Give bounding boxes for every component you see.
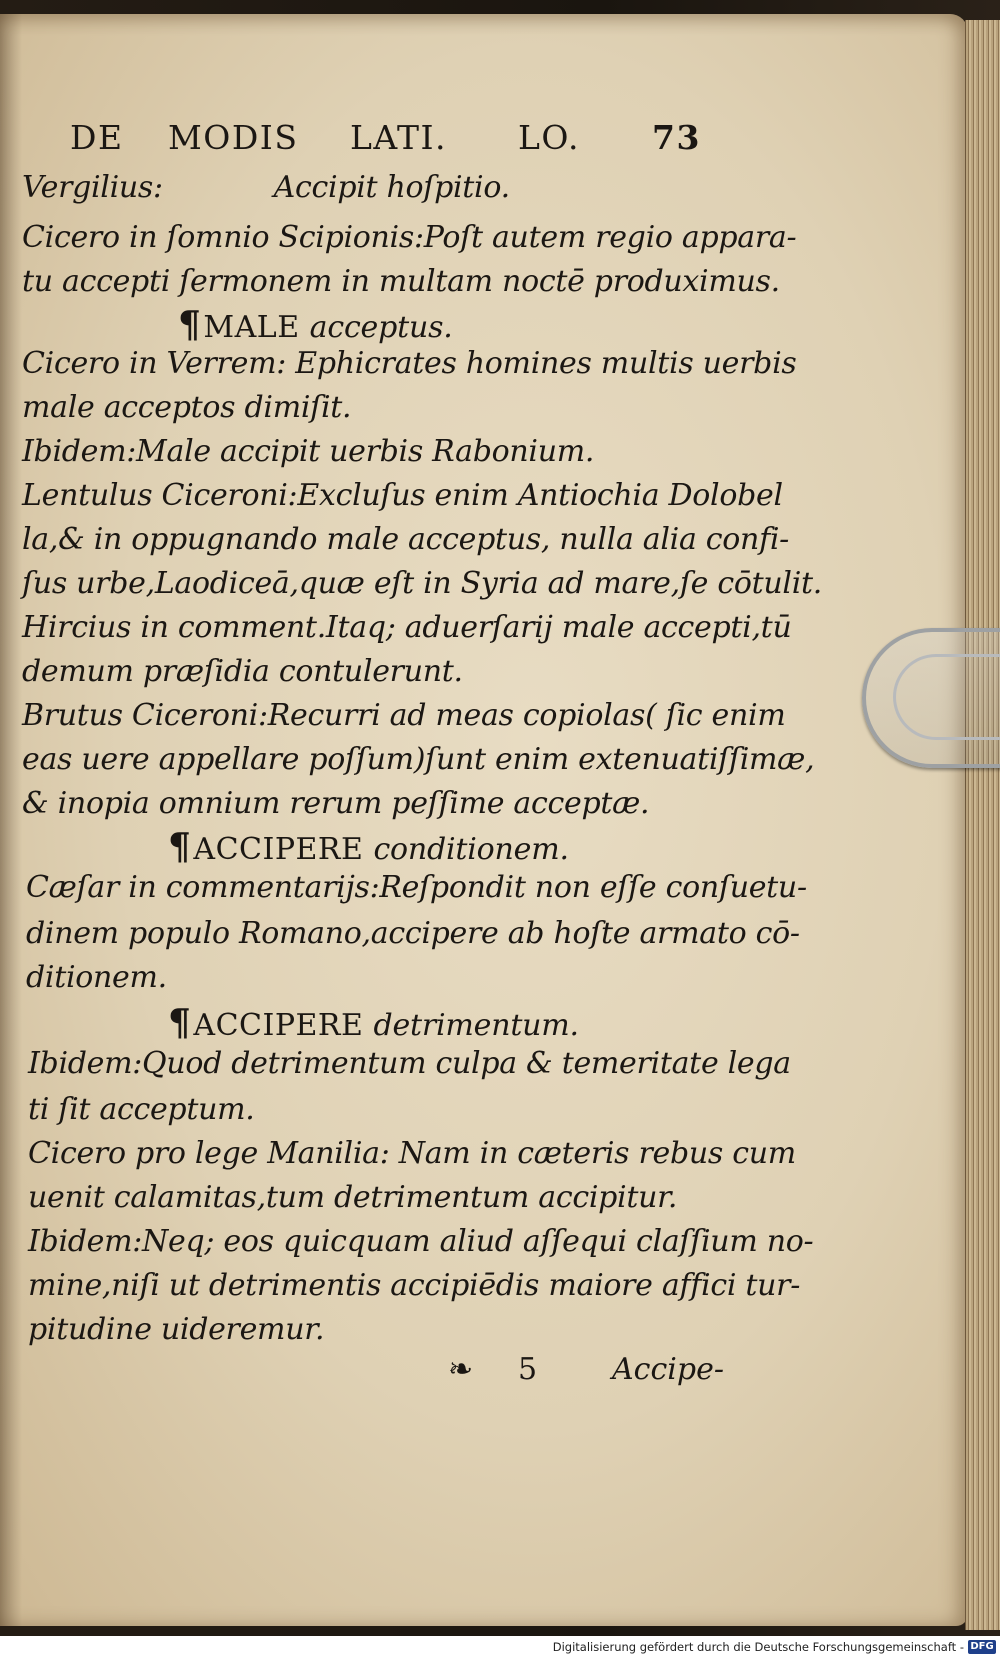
text-line: Cicero in ſomnio Scipionis:Poſt autem regio appara- (22, 220, 797, 255)
digitization-footer (0, 1636, 1000, 1659)
section-subhead (168, 826, 569, 868)
text-line: ti ſit acceptum. (28, 1092, 255, 1127)
subhead-text: acceptus. (309, 310, 453, 345)
text-line: Lentulus Ciceroni:Excluſus enim Antiochia Dolobel (22, 478, 783, 513)
text-line: mine,niſi ut detrimentis accipiēdis maiore affici tur- (28, 1268, 801, 1303)
pilcrow-icon: ¶ (168, 1002, 192, 1044)
text-line: & inopia omnium rerum peſſime acceptæ. (22, 786, 650, 821)
text-line: Brutus Ciceroni:Recurri ad meas copiolas( ſic enim (22, 698, 786, 733)
text-line: ditionem. (26, 960, 167, 995)
text-line: Ibidem:Quod detrimentum culpa & temeritate lega (28, 1046, 791, 1081)
section-subhead (168, 1002, 579, 1044)
page-edges (965, 20, 1000, 1630)
footer-credit: Digitalisierung gefördert durch die Deutsche Forschungsgemeinschaft - (552, 1640, 964, 1654)
running-head-word: MODIS (168, 118, 299, 157)
subhead-caps: ACCIPERE (193, 1008, 364, 1043)
section-subhead (178, 304, 453, 346)
text-line: Vergilius: Accipit hoſpitio. (22, 170, 510, 205)
catchword: Accipe- (612, 1352, 724, 1387)
text-line: Cæſar in commentarijs:Reſpondit non eſſe conſuetu- (26, 870, 807, 905)
text-line: Cicero pro lege Manilia: Nam in cæteris rebus cum (28, 1136, 796, 1171)
text-line: dinem populo Romano,accipere ab hoſte armato cō- (26, 916, 800, 951)
subhead-caps: ACCIPERE (193, 832, 364, 867)
text-line: demum præſidia contulerunt. (22, 654, 463, 689)
text-line: tu accepti ſermonem in multam noctē produximus. (22, 264, 780, 299)
text-line: pitudine uideremur. (28, 1312, 325, 1347)
text-line: male acceptos dimiſit. (22, 390, 352, 425)
text-line: uenit calamitas,tum detrimentum accipitur. (28, 1180, 678, 1215)
text-line: la,& in oppugnando male acceptus, nulla alia confi- (22, 522, 790, 557)
running-head-word: LO. (518, 118, 581, 157)
subhead-text: conditionem. (373, 832, 569, 867)
running-head-word: DE (70, 118, 124, 157)
paper-clip-inner-loop (893, 654, 1000, 740)
fleuron-icon: ❧ (448, 1352, 474, 1387)
text-line: Ibidem:Male accipit uerbis Rabonium. (22, 434, 595, 469)
pilcrow-icon: ¶ (168, 826, 192, 868)
dfg-logo-icon: DFG (968, 1640, 996, 1654)
page-number: 73 (652, 118, 701, 157)
running-head-word: LATI. (350, 118, 447, 157)
text-line: Hircius in comment.Itaq; aduerſarij male accepti,tū (22, 610, 792, 645)
text-line: Cicero in Verrem: Ephicrates homines multis uerbis (22, 346, 797, 381)
subhead-caps: MALE (203, 310, 300, 345)
pilcrow-icon: ¶ (178, 304, 202, 346)
text-line: Ibidem:Neq; eos quicquam aliud aſſequi claſſium no- (28, 1224, 814, 1259)
signature-mark: 5 (518, 1352, 538, 1387)
text-line: ſus urbe,Laodiceā,quæ eſt in Syria ad mare,ſe cōtulit. (22, 566, 822, 601)
text-line: eas uere appellare poſſum)ſunt enim extenuatiſſimæ, (22, 742, 815, 777)
subhead-text: detrimentum. (373, 1008, 579, 1043)
